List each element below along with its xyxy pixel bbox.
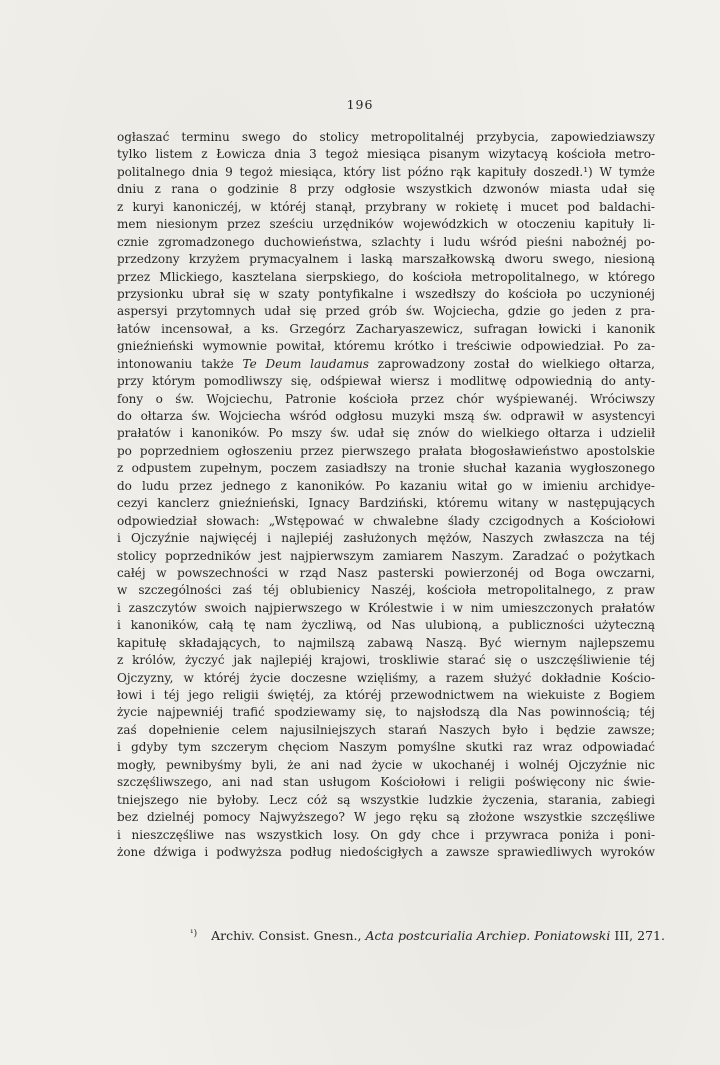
text-line: i zaszczytów swoich najpierwszego w Królestwie i w nim umieszczonych prałatów (117, 600, 655, 615)
text-line: po poprzedniem ogłoszeniu przez pierwszego prałata błogosławieństwo apostolskie (117, 443, 655, 458)
italic-phrase: Te Deum laudamus (242, 356, 369, 371)
text-line: i Ojczyźnie najwięcéj i najlepiéj zasłużonych mężów, Naszych zwłaszcza na téj (117, 531, 655, 546)
footnote-mark: ¹) (190, 929, 198, 939)
text-line: fony o św. Wojciechu, Patronie kościoła przez chór wyśpiewanéj. Wróciwszy (117, 391, 655, 406)
text-line: całéj w powszechności w rząd Nasz pasterski powierzonéj od Boga owczarni, (117, 565, 655, 580)
text-line: łatów incensował, a ks. Grzegórz Zacharyaszewicz, sufragan łowicki i kanonik (117, 321, 655, 336)
text-line: z odpustem zupełnym, poczem zasiadłszy na tronie słuchał kazania wygłoszonego (117, 461, 655, 476)
text-line: i nieszczęśliwe nas wszystkich losy. On gdy chce i przywraca poniża i poni- (117, 827, 655, 842)
text-line: szczęśliwszego, ani nad stan usługom Kościołowi i religii poświęcony nic świe- (117, 775, 655, 790)
text-line: kapitułę składających, to najmilszą zabawą Naszą. Być wiernym najlepszemu (117, 635, 655, 650)
text-line: życie najpewniéj trafić spodziewamy się, to najsłodszą dla Nas powinnością; téj (117, 705, 655, 720)
text-line: cznie zgromadzonego duchowieństwa, szlachty i ludu wśród pieśni nabożnéj po- (117, 234, 655, 249)
text-line: w szczególności zaś téj oblubienicy Naszéj, kościoła metropolitalnego, z praw (117, 583, 655, 598)
text-line: stolicy poprzedników jest najpierwszym zamiarem Naszym. Zaradzać o pożytkach (117, 548, 655, 563)
text-line: politalnego dnia 9 tegoż miesiąca, który list późno rąk kapituły doszedł.¹) W tymże (117, 164, 655, 179)
text-line: łowi i téj jego religii świętéj, za któréj przewodnictwem na wiekuiste z Bogiem (117, 688, 655, 702)
footnote (190, 928, 665, 943)
text-line: żone dźwiga i podwyższa podług niedościgłych a zawsze sprawiedliwych wyroków (117, 844, 655, 859)
text-line: ogłaszać terminu swego do stolicy metropolitalnéj przybycia, zapowiedziawszy (117, 130, 655, 144)
text-line: mogły, pewnibyśmy byli, że ani nad życie w ukochanéj i wolnéj Ojczyźnie nic (117, 757, 655, 772)
footnote-title: Acta postcurialia Archiep. Poniatowski (365, 928, 611, 943)
text-line: przedzony krzyżem prymacyalnem i laską marszałkowską dworu swego, niesioną (117, 252, 655, 267)
text-line: tylko listem z Łowicza dnia 3 tegoż miesiąca pisanym wizytacyą kościoła metro- (117, 147, 655, 162)
text-line: mem niesionym przez sześciu urzędników wojewódzkich w otoczeniu kapituły li- (117, 217, 655, 232)
page-number: 196 (346, 97, 374, 112)
text-line: Ojczyzny, w któréj życie doczesne wzięliśmy, a razem służyć dokładnie Kościo- (117, 670, 655, 685)
text-line: tniejszego nie byłoby. Lecz cóż są wszystkie ludzkie życzenia, starania, zabiegi (117, 792, 655, 807)
text-line: przez Mlickiego, kasztelana sierpskiego, do kościoła metropolitalnego, w którego (117, 269, 655, 284)
footnote-volume: III, 271. (614, 928, 665, 943)
text-line: cezyi kanclerz gnieźnieński, Ignacy Bardziński, któremu witany w następujących (117, 496, 655, 511)
text-line: aspersyi przytomnych udał się przed grób św. Wojciecha, gdzie go jeden z pra- (117, 304, 655, 319)
text-line: do ludu przez jednego z kanoników. Po kazaniu witał go w imieniu archidye- (117, 478, 655, 493)
text-line: i kanoników, całą tę nam życzliwą, od Nas ulubioną, a publiczności użyteczną (117, 618, 655, 633)
text-line: odpowiedział słowach: „Wstępować w chwalebne ślady czcigodnych a Kościołowi (117, 513, 655, 528)
text-line: z kuryi kanoniczéj, w któréj stanął, przybrany w rokietę i mucet pod baldachi- (117, 199, 655, 214)
footnote-source: Archiv. Consist. Gnesn., (211, 928, 362, 943)
text-line: intonowaniu także Te Deum laudamus zaprowadzony został do wielkiego ołtarza, (117, 356, 655, 371)
text-line: bez dzielnéj pomocy Najwyższego? W jego ręku są złożone wszystkie szczęśliwe (117, 810, 655, 825)
text-line: i gdyby tym szczerym chęciom Naszym pomyślne skutki raz wraz odpowiadać (117, 740, 655, 755)
text-line: przy którym pomodliwszy się, odśpiewał wiersz i modlitwę odpowiednią do anty- (117, 374, 655, 389)
text-line: z królów, życzyć jak najlepiéj krajowi, troskliwie starać się o uszczęśliwienie téj (117, 653, 655, 668)
text-line: przysionku ubrał się w szaty pontyfikalne i wszedłszy do kościoła po uczynionéj (117, 286, 655, 301)
body-text (117, 129, 655, 861)
text-line: zaś dopełnienie celem najusilniejszych starań Naszych było i będzie zawsze; (117, 722, 655, 737)
text-line: dniu z rana o godzinie 8 przy odgłosie wszystkich dzwonów miasta udał się (117, 182, 655, 197)
text-line: do ołtarza św. Wojciecha wśród odgłosu muzyki mszą św. odprawił w asystencyi (117, 409, 655, 423)
text-line: prałatów i kanoników. Po mszy św. udał się znów do wielkiego ołtarza i udzielił (117, 426, 655, 441)
text-line: gnieźnieński wymownie powitał, któremu krótko i treściwie odpowiedział. Po za- (117, 339, 655, 354)
